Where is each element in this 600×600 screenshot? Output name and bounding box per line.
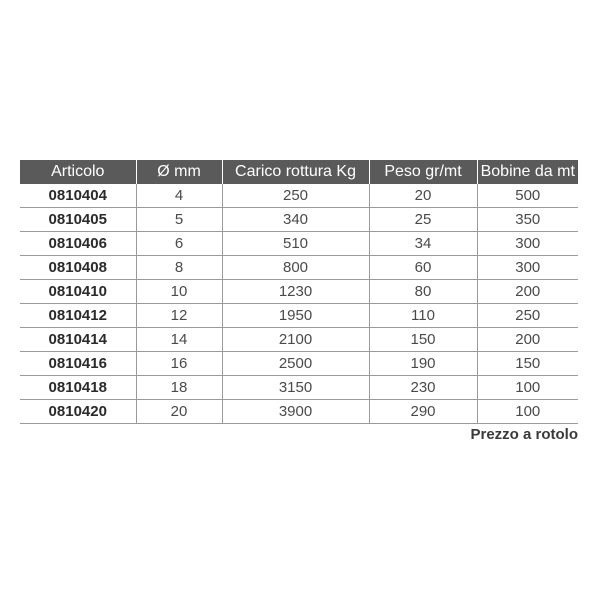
table-header-row bbox=[20, 160, 578, 184]
table-row bbox=[20, 328, 578, 352]
cell-weight-gr-mt: 25 bbox=[369, 208, 477, 232]
cell-reel-length-mt: 500 bbox=[477, 184, 578, 208]
cell-articolo: 0810404 bbox=[20, 184, 136, 208]
cell-breaking-load-kg: 800 bbox=[222, 256, 369, 280]
cell-weight-gr-mt: 60 bbox=[369, 256, 477, 280]
cell-weight-gr-mt: 190 bbox=[369, 352, 477, 376]
cell-articolo: 0810414 bbox=[20, 328, 136, 352]
cell-articolo: 0810412 bbox=[20, 304, 136, 328]
cell-breaking-load-kg: 3150 bbox=[222, 376, 369, 400]
cell-reel-length-mt: 300 bbox=[477, 256, 578, 280]
cell-reel-length-mt: 200 bbox=[477, 280, 578, 304]
cell-weight-gr-mt: 34 bbox=[369, 232, 477, 256]
cell-articolo: 0810406 bbox=[20, 232, 136, 256]
header-articolo: Articolo bbox=[20, 160, 136, 184]
cell-reel-length-mt: 300 bbox=[477, 232, 578, 256]
cell-diameter-mm: 18 bbox=[136, 376, 222, 400]
table-row bbox=[20, 280, 578, 304]
header-breaking-load-kg: Carico rottura Kg bbox=[222, 160, 369, 184]
cell-articolo: 0810408 bbox=[20, 256, 136, 280]
cell-reel-length-mt: 150 bbox=[477, 352, 578, 376]
cell-reel-length-mt: 100 bbox=[477, 400, 578, 424]
cell-breaking-load-kg: 510 bbox=[222, 232, 369, 256]
table-row bbox=[20, 304, 578, 328]
table-row bbox=[20, 184, 578, 208]
cell-diameter-mm: 4 bbox=[136, 184, 222, 208]
cell-weight-gr-mt: 290 bbox=[369, 400, 477, 424]
cell-breaking-load-kg: 1950 bbox=[222, 304, 369, 328]
cell-diameter-mm: 20 bbox=[136, 400, 222, 424]
cell-diameter-mm: 8 bbox=[136, 256, 222, 280]
cell-breaking-load-kg: 2500 bbox=[222, 352, 369, 376]
table-row bbox=[20, 208, 578, 232]
cell-articolo: 0810420 bbox=[20, 400, 136, 424]
cell-reel-length-mt: 100 bbox=[477, 376, 578, 400]
header-weight-gr-mt: Peso gr/mt bbox=[369, 160, 477, 184]
table-row bbox=[20, 352, 578, 376]
cell-diameter-mm: 14 bbox=[136, 328, 222, 352]
table-row bbox=[20, 376, 578, 400]
cell-diameter-mm: 5 bbox=[136, 208, 222, 232]
table-body bbox=[20, 184, 578, 424]
cell-diameter-mm: 16 bbox=[136, 352, 222, 376]
table-row bbox=[20, 400, 578, 424]
table-row bbox=[20, 232, 578, 256]
cell-reel-length-mt: 200 bbox=[477, 328, 578, 352]
table-row bbox=[20, 256, 578, 280]
cell-diameter-mm: 6 bbox=[136, 232, 222, 256]
header-reel-length-mt: Bobine da mt bbox=[477, 160, 578, 184]
cell-reel-length-mt: 350 bbox=[477, 208, 578, 232]
cell-diameter-mm: 12 bbox=[136, 304, 222, 328]
cell-weight-gr-mt: 230 bbox=[369, 376, 477, 400]
product-spec-table-container bbox=[20, 160, 578, 424]
cell-articolo: 0810405 bbox=[20, 208, 136, 232]
cell-breaking-load-kg: 1230 bbox=[222, 280, 369, 304]
cell-reel-length-mt: 250 bbox=[477, 304, 578, 328]
cell-articolo: 0810416 bbox=[20, 352, 136, 376]
cell-breaking-load-kg: 2100 bbox=[222, 328, 369, 352]
header-diameter-mm: Ø mm bbox=[136, 160, 222, 184]
cell-weight-gr-mt: 20 bbox=[369, 184, 477, 208]
product-spec-table bbox=[20, 160, 578, 424]
cell-diameter-mm: 10 bbox=[136, 280, 222, 304]
cell-breaking-load-kg: 250 bbox=[222, 184, 369, 208]
cell-articolo: 0810410 bbox=[20, 280, 136, 304]
cell-breaking-load-kg: 340 bbox=[222, 208, 369, 232]
cell-articolo: 0810418 bbox=[20, 376, 136, 400]
cell-breaking-load-kg: 3900 bbox=[222, 400, 369, 424]
cell-weight-gr-mt: 80 bbox=[369, 280, 477, 304]
price-note: Prezzo a rotolo bbox=[470, 426, 578, 443]
table-header bbox=[20, 160, 578, 184]
cell-weight-gr-mt: 110 bbox=[369, 304, 477, 328]
cell-weight-gr-mt: 150 bbox=[369, 328, 477, 352]
